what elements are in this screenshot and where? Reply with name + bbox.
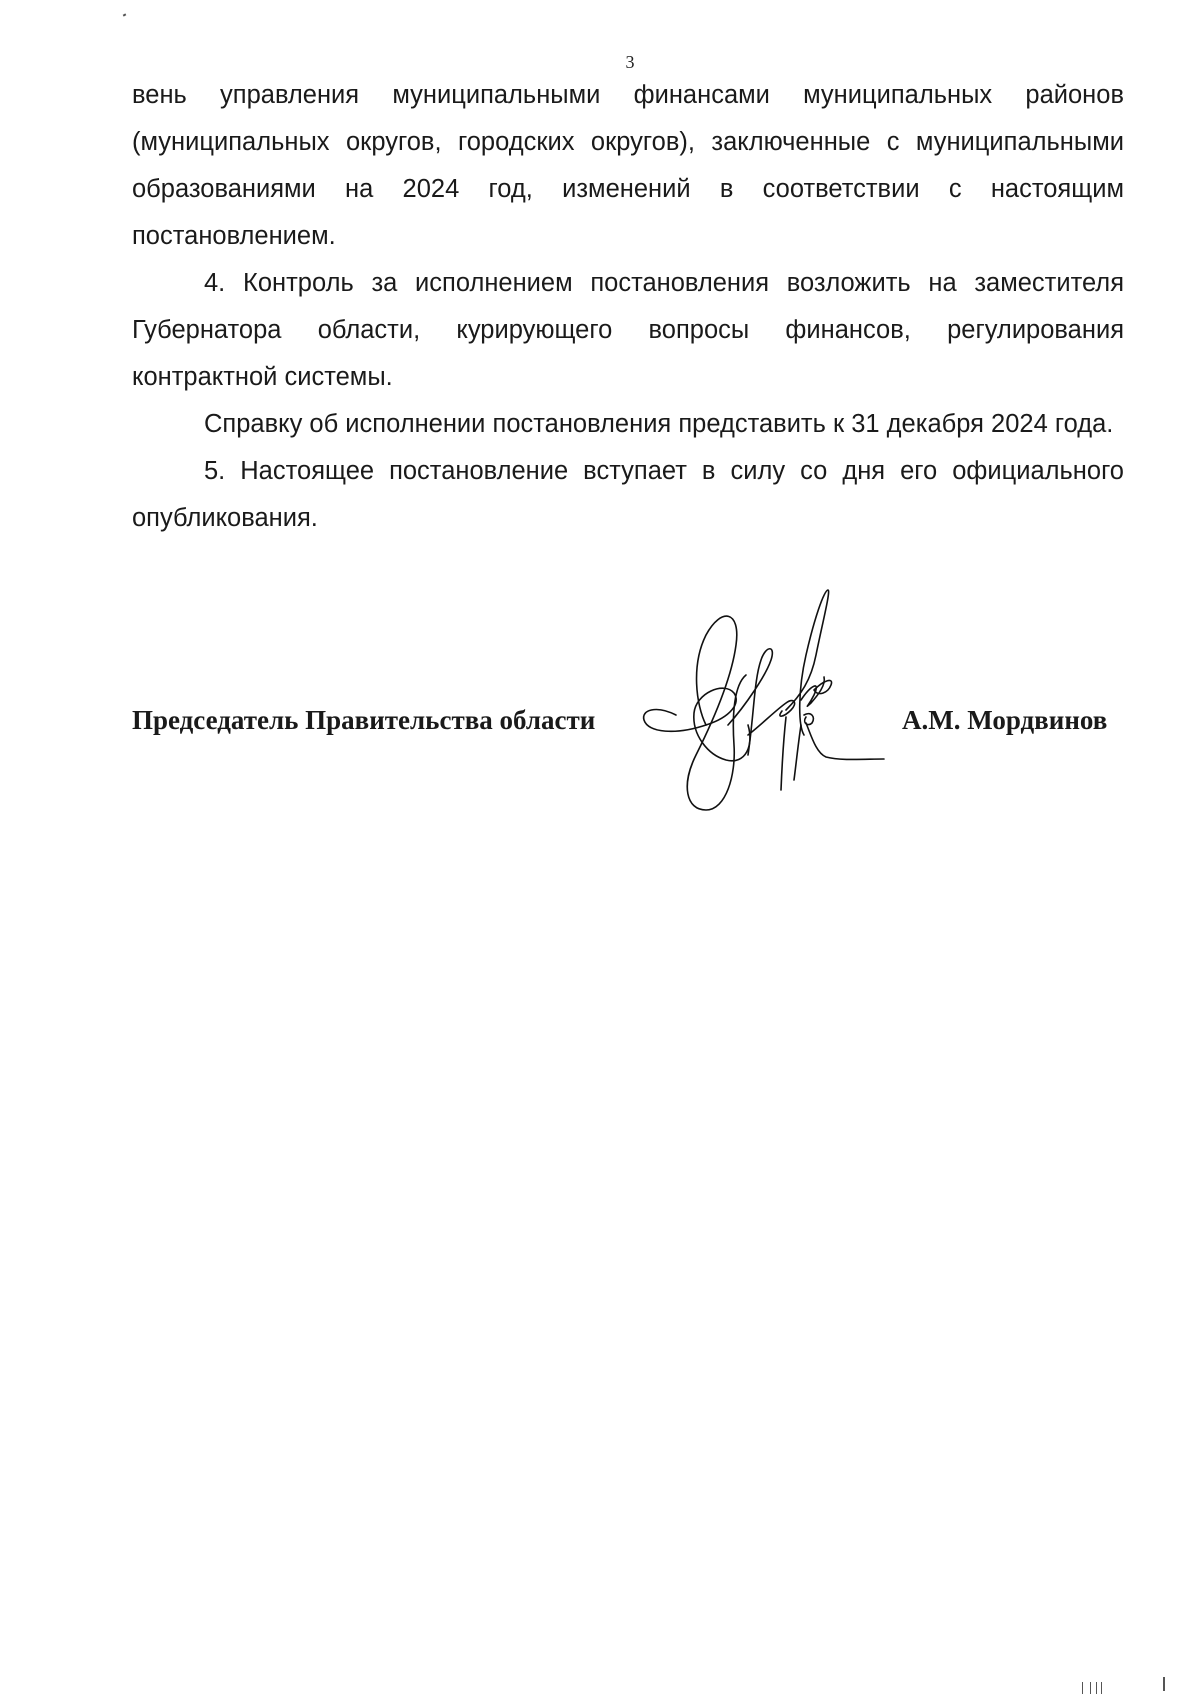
document-body [132, 72, 1124, 542]
scan-edge-mark [1096, 1682, 1097, 1694]
scan-edge-mark [1101, 1682, 1102, 1694]
paragraph-continuation: вень управления муниципальными финансами муниципальных районов (муниципальных округов, городских округов), заключенные с муниципальными образованиями на 2024 год, изменений в соответствии с настоящим постановлением. [132, 81, 1124, 250]
scan-edge-mark [1082, 1682, 1083, 1694]
paragraph-item-4: 4. Контроль за исполнением постановления возложить на заместителя Губернатора области, курирующего вопросы финансов, регулирования контрактной системы. [132, 269, 1124, 391]
scan-edge-mark [1163, 1677, 1165, 1691]
page-number: 3 [625, 52, 635, 72]
paragraph-report: Справку об исполнении постановления представить к 31 декабря 2024 года. [204, 410, 1114, 438]
paragraph-item-5: 5. Настоящее постановление вступает в силу со дня его официального опубликования. [132, 457, 1124, 532]
signatory-position: Председатель Правительства области [132, 705, 596, 735]
handwritten-signature [636, 585, 896, 835]
signatory-name: А.М. Мордвинов [902, 705, 1108, 735]
scan-edge-mark [1090, 1682, 1091, 1694]
scan-speck [123, 13, 127, 16]
